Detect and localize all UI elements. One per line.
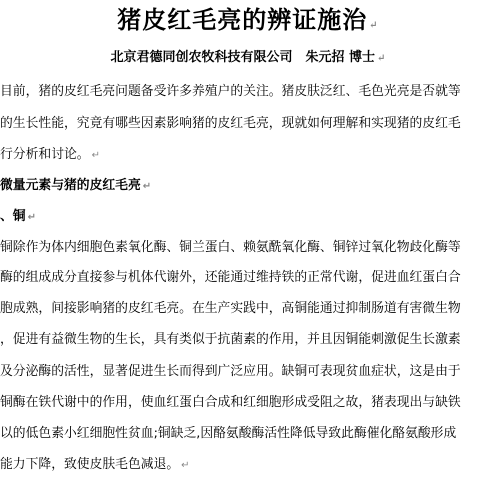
body-line-5: 及分泌酶的活性，显著促进生长而得到广泛应用。缺铜可表现贫血症状，这是由于 bbox=[0, 364, 461, 379]
paragraph-mark: ↵ bbox=[181, 460, 190, 471]
subsection-heading: 、铜 ↵ bbox=[0, 209, 36, 224]
paragraph-mark: ↵ bbox=[377, 53, 386, 64]
author-byline: 北京君德同创农牧科技有限公司 朱元招 博士 ↵ bbox=[110, 50, 386, 65]
body-line-8: 能力下降，致使皮肤毛色减退。 ↵ bbox=[0, 457, 190, 472]
body-line-2: 酶的组成成分直接参与机体代谢外，还能通过维持铁的正常代谢，促进血红蛋白合 bbox=[0, 270, 461, 285]
intro-line-2: 的生长性能，究竟有哪些因素影响猪的皮红毛亮，现就如何理解和实现猪的皮红毛 bbox=[0, 116, 461, 131]
body-line-1: 铜除作为体内细胞色素氧化酶、铜兰蛋白、赖氨酰氧化酶、铜锌过氧化物歧化酶等 bbox=[0, 240, 461, 255]
paragraph-mark: ↵ bbox=[91, 150, 100, 161]
paragraph-mark: ↵ bbox=[27, 212, 36, 223]
paragraph-mark: ↵ bbox=[369, 20, 379, 31]
document-title: 猪皮红毛亮的辨证施治 ↵ bbox=[117, 5, 379, 34]
body-line-6: 铜酶在铁代谢中的作用，使血红蛋白合成和红细胞形成受阻之故，猪表现出与缺铁 bbox=[0, 395, 461, 410]
intro-line-3: 行分析和讨论。 ↵ bbox=[0, 147, 100, 162]
body-line-7: 以的低色素小红细胞性贫血;铜缺乏,因酪氨酸酶活性降低导致此酶催化酪氨酸形成 bbox=[0, 426, 457, 441]
body-line-3: 胞成熟，间接影响猪的皮红毛亮。在生产实践中，高铜能通过抑制肠道有害微生物 bbox=[0, 301, 461, 316]
body-line-4: ，促进有益微生物的生长，具有类似于抗菌素的作用，并且因铜能刺激促生长激素 bbox=[0, 332, 461, 347]
intro-line-1: 目前，猪的皮红毛亮问题备受许多养殖户的关注。猪皮肤泛红、毛色光亮是否就等 bbox=[0, 84, 461, 99]
section-heading: 微量元素与猪的皮红毛亮 ↵ bbox=[0, 178, 152, 193]
paragraph-mark: ↵ bbox=[142, 181, 152, 192]
